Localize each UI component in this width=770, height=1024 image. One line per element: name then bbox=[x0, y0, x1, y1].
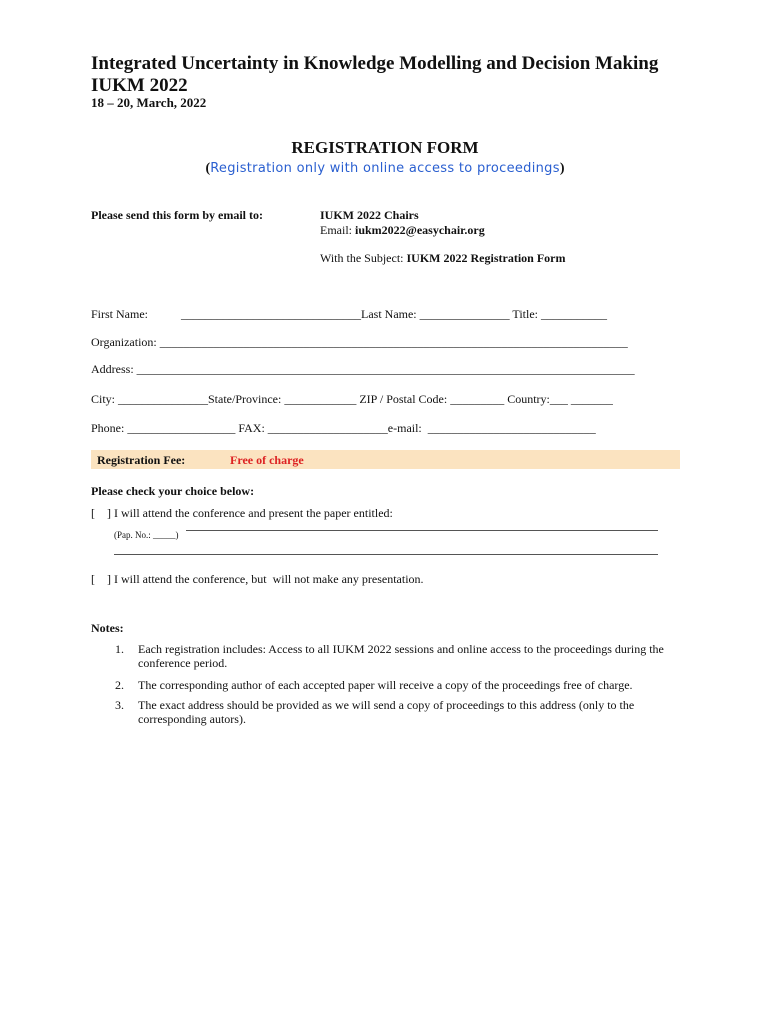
notes-heading: Notes: bbox=[91, 621, 124, 635]
note-2-text: The corresponding author of each accepted paper will receive a copy of the proceedings free of charge. bbox=[138, 678, 633, 692]
subtitle-close-paren: ) bbox=[559, 161, 565, 176]
organization-row[interactable]: Organization: ______________________________________________________________________________ bbox=[91, 335, 628, 349]
email-subject bbox=[320, 251, 566, 266]
email-label: Email: bbox=[320, 223, 355, 237]
recipient-name: IUKM 2022 Chairs bbox=[320, 208, 419, 222]
note-3-text: The exact address should be provided as we will send a copy of proceedings to this address (only to the corresponding autors). bbox=[138, 698, 635, 726]
conference-acronym: IUKM 2022 bbox=[91, 75, 188, 96]
note-1-number: 1. bbox=[115, 642, 124, 656]
note-3-number: 3. bbox=[115, 698, 124, 712]
name-row[interactable]: First Name: ______________________________Last Name: _______________ Title: ___________ bbox=[91, 307, 607, 321]
choice-heading: Please check your choice below: bbox=[91, 484, 255, 498]
phone-row[interactable]: Phone: __________________ FAX: ____________________e-mail: ____________________________ bbox=[91, 421, 596, 435]
paper-title-line-2[interactable] bbox=[114, 554, 658, 555]
conference-dates: 18 – 20, March, 2022 bbox=[91, 95, 207, 110]
subject-value: IUKM 2022 Registration Form bbox=[406, 251, 566, 265]
subtitle-open-paren: ( bbox=[205, 161, 211, 176]
recipient-email bbox=[320, 223, 485, 238]
choice-present-paper[interactable]: [ ] I will attend the conference and present the paper entitled: bbox=[91, 506, 393, 520]
conference-title: Integrated Uncertainty in Knowledge Modelling and Decision Making bbox=[91, 53, 659, 74]
note-1-text: Each registration includes: Access to all IUKM 2022 sessions and online access to the proceedings during the conference period. bbox=[138, 642, 664, 670]
paper-number: (Pap. No.: _____) bbox=[114, 530, 179, 540]
email-value[interactable]: iukm2022@easychair.org bbox=[355, 223, 485, 237]
choice-attend-only[interactable]: [ ] I will attend the conference, but will not make any presentation. bbox=[91, 572, 424, 586]
form-subtitle bbox=[0, 161, 770, 177]
subject-label: With the Subject: bbox=[320, 251, 407, 265]
subtitle-text: Registration only with online access to proceedings bbox=[210, 161, 560, 176]
send-instruction: Please send this form by email to: bbox=[91, 208, 263, 222]
note-2-number: 2. bbox=[115, 678, 124, 692]
city-row[interactable]: City: _______________State/Province: ____________ ZIP / Postal Code: _________ Country:___ _______ bbox=[91, 392, 613, 406]
registration-fee-label: Registration Fee: bbox=[97, 453, 186, 467]
registration-fee-value: Free of charge bbox=[230, 453, 304, 467]
paper-title-line-1[interactable] bbox=[186, 530, 658, 531]
form-title: REGISTRATION FORM bbox=[291, 138, 479, 157]
address-row[interactable]: Address: ___________________________________________________________________________________ bbox=[91, 362, 635, 376]
